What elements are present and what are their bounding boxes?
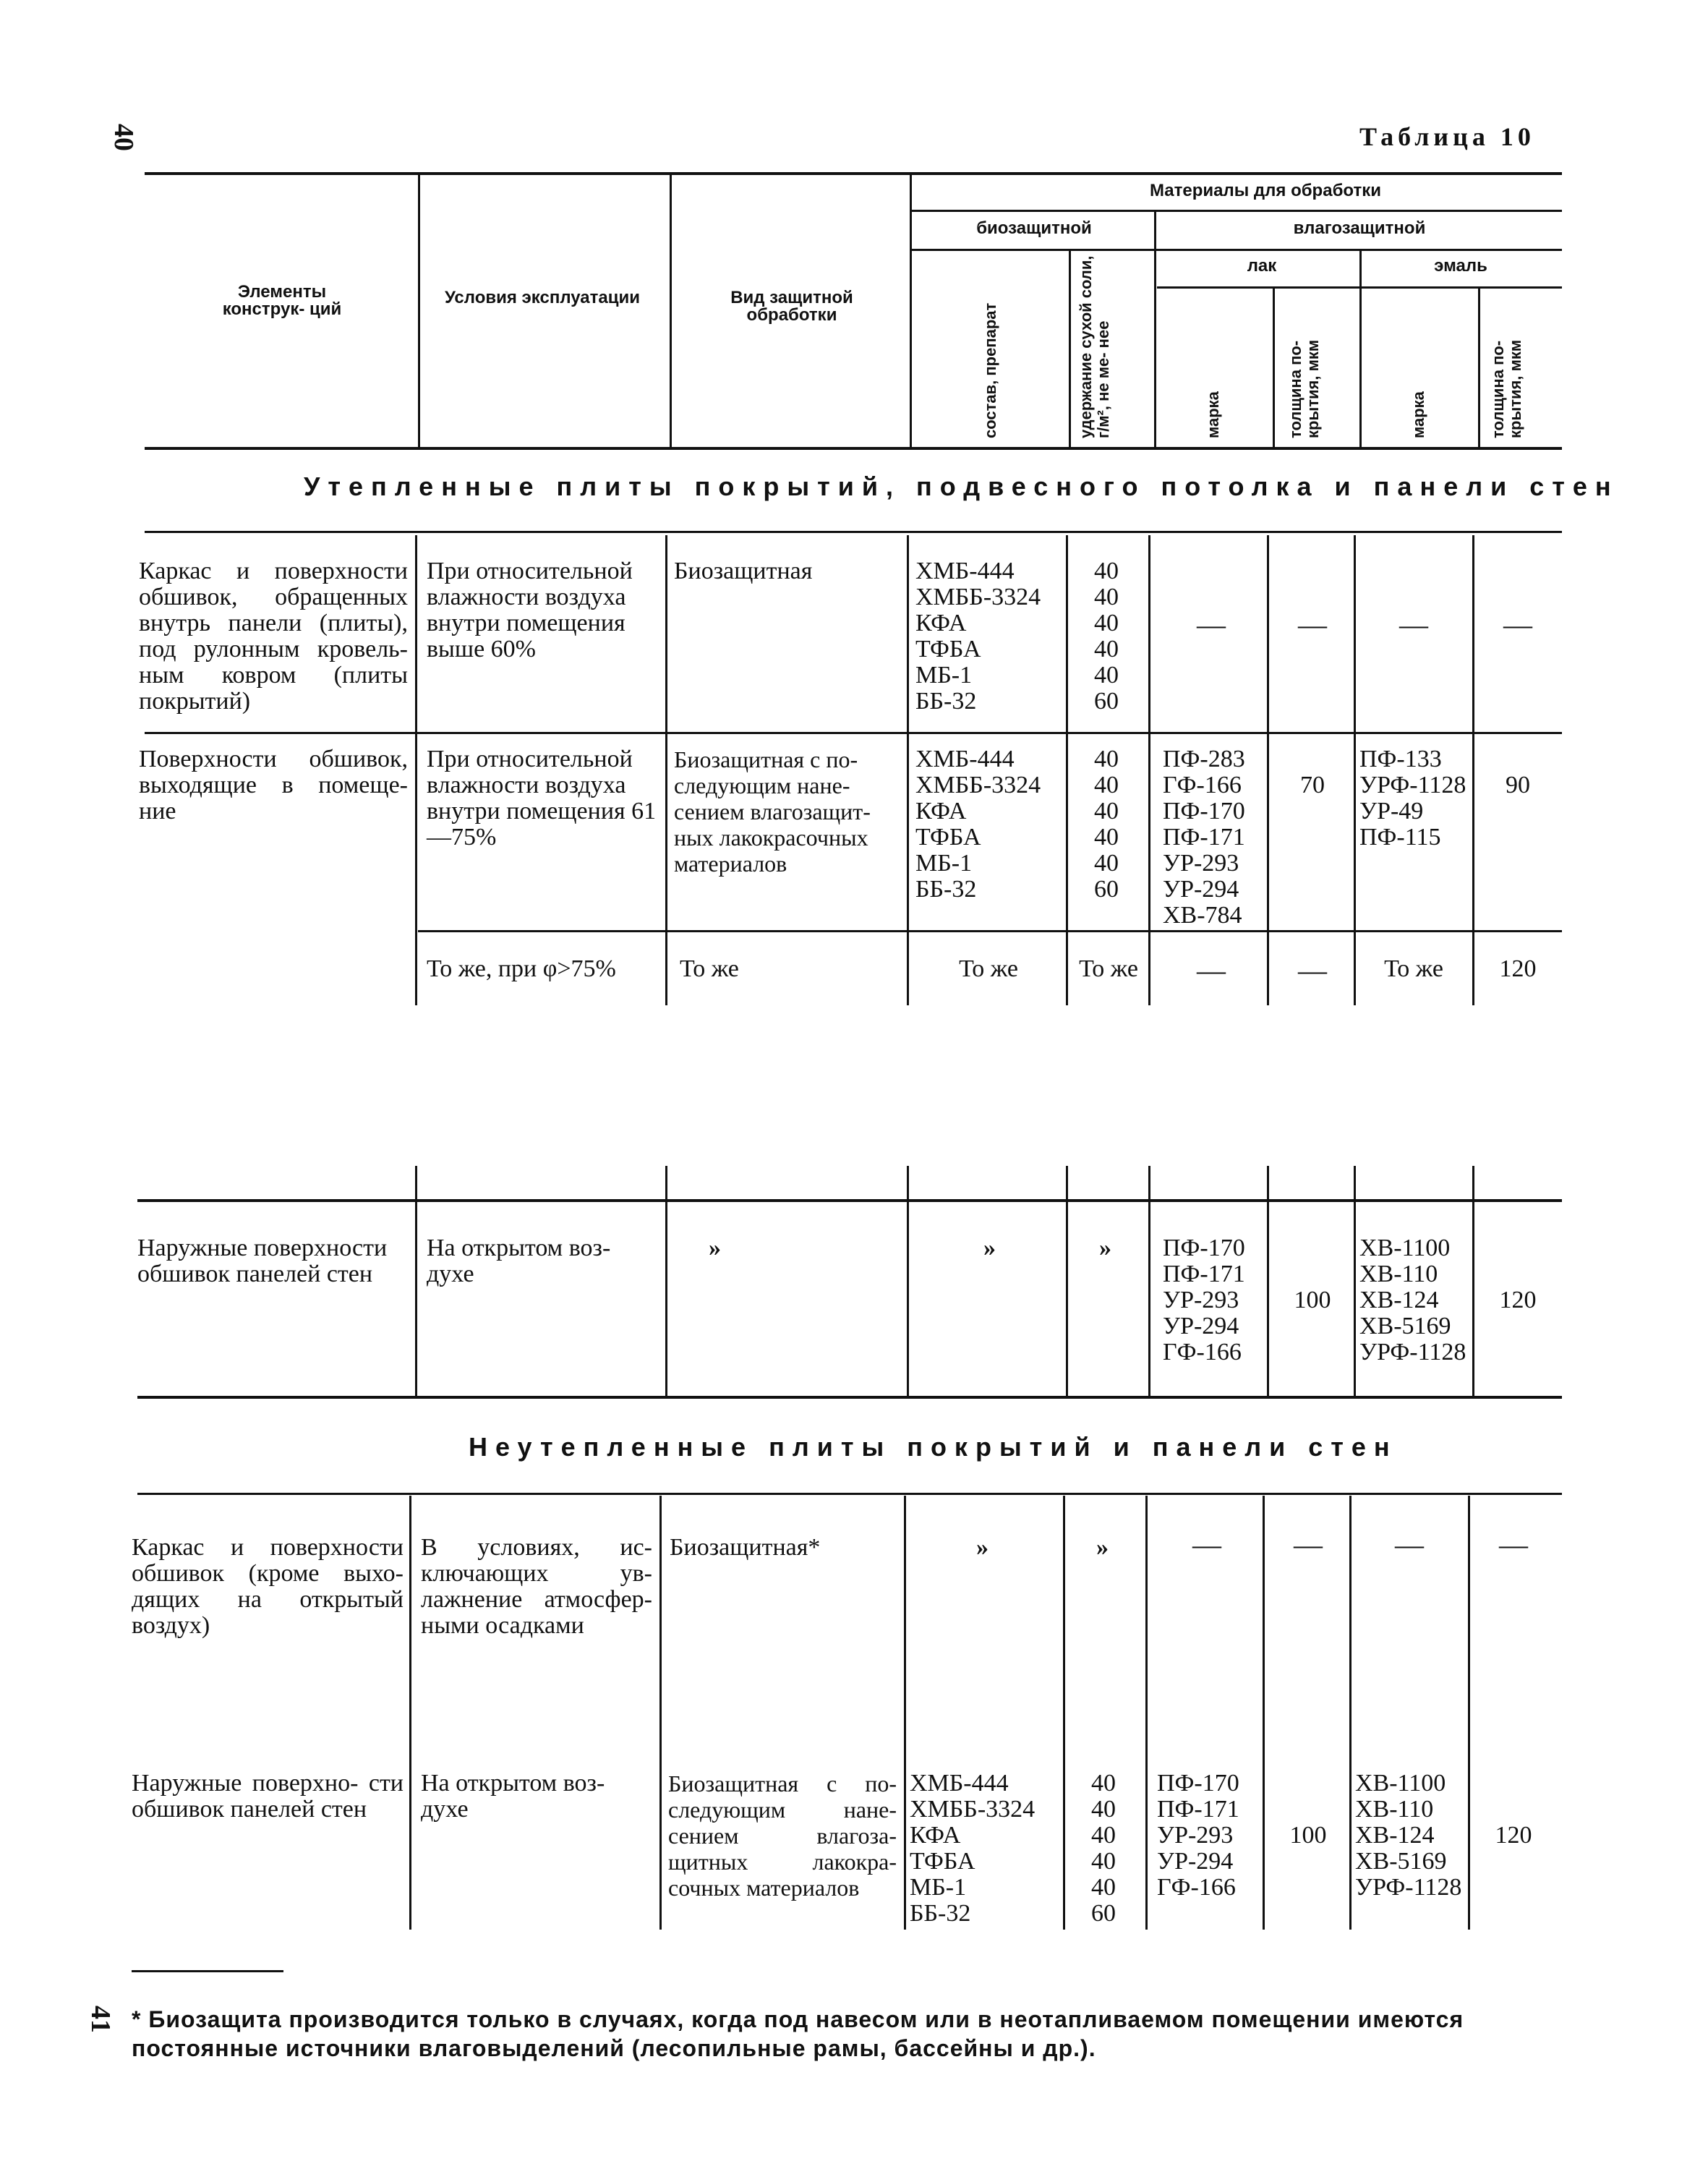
section-title-uninsulated: Неутепленные плиты покрытий и панели стен [469,1432,1398,1462]
row1-enamel-mark: — [1399,608,1428,641]
row1-element: Каркас и поверхности обшивок, обращенных внутрь панели (плиты), под рулонным кровель- ным ковром (плиты покрытий) [139,558,408,715]
header-col-divider-8 [1478,288,1480,448]
header-top-rule [145,172,1562,175]
row3-lacquer-thickness: — [1298,954,1327,987]
section-rule-2 [137,1493,1562,1495]
header-moisture: влагозащитной [1293,218,1426,238]
row2-retention: 40 40 40 40 40 60 [1094,746,1119,903]
cont-col-divider-3 [907,1166,909,1199]
sec2-col-divider-1 [409,1496,411,1930]
sec2-col-divider-4 [1063,1496,1065,1930]
row4-col-divider-8 [1472,1202,1474,1396]
header-enamel: эмаль [1434,256,1487,276]
row-col-divider-6 [1267,535,1269,1005]
cont-col-divider-2 [665,1166,667,1199]
row2-composition: ХМБ-444 ХМББ-3324 КФА ТФБА МБ-1 ББ-32 [915,746,1041,903]
sec2-col-divider-6 [1263,1496,1265,1930]
row6-lacquer-thickness: 100 [1289,1822,1327,1849]
row5-element: Каркас и поверхности обшивок (кроме выхо- дящих на открытый воздух) [132,1534,403,1639]
table-title: Таблица 10 [1359,122,1535,151]
row-col-divider-4 [1066,535,1068,1005]
row4-col-divider-1 [415,1202,417,1396]
row1-enamel-thickness: — [1503,608,1532,641]
row3-enamel-mark: То же [1384,955,1443,982]
row5-lacquer-thickness: — [1294,1528,1323,1561]
row4-protection: » [709,1235,721,1261]
cont-col-divider-6 [1267,1166,1269,1199]
row1-protection: Биозащитная [674,558,813,584]
row6-protection: Биозащитная с по- следующим нане- сением влагоза- щитных лакокра- сочных материалов [668,1770,897,1901]
row6-lacquer-mark: ПФ-170 ПФ-171 УР-293 УР-294 ГФ-166 [1157,1770,1239,1901]
footnote-rule [132,1970,283,1972]
row5-condition: В условиях, ис- ключающих ув- лажнение атмосфер- ными осадками [421,1534,652,1639]
row3-condition: То же, при φ>75% [427,955,616,982]
row-col-divider-7 [1354,535,1356,1005]
row3-retention: То же [1079,955,1138,982]
row1-composition: ХМБ-444 ХМББ-3324 КФА ТФБА МБ-1 ББ-32 [915,558,1041,715]
cont-rule-top [137,1199,1562,1202]
cont-col-divider-8 [1472,1166,1474,1199]
row4-col-divider-2 [665,1202,667,1396]
header-salt-retention: удержание сухой соли, г/м², не ме- нее [1077,255,1112,438]
row6-enamel-mark: ХВ-1100 ХВ-110 ХВ-124 ХВ-5169 УРФ-1128 [1355,1770,1462,1901]
header-col-divider-7 [1359,250,1362,448]
row1-lacquer-mark: — [1197,608,1226,641]
row-rule-1 [145,732,1562,734]
row3-protection: То же [680,955,739,982]
footnote: * Биозащита производится только в случаях, когда под навесом или в неотапливаемом помещении имеются постоянные источники влаговыделений (лесопильные рамы, бассейны и др.). [132,2006,1464,2061]
header-protection-type: Вид защитной обработки [730,288,853,325]
row2-lacquer-thickness: 70 [1300,772,1325,798]
row1-condition: При относительной влажности воздуха внутри помещения выше 60% [427,558,633,662]
sec2-col-divider-7 [1349,1496,1352,1930]
row2-protection: Биозащитная с по- следующим нане- сением влагозащит- ных лакокрасочных материалов [674,746,871,877]
row4-element: Наружные поверхности обшивок панелей стен [137,1235,388,1287]
row4-col-divider-5 [1148,1202,1150,1396]
row3-lacquer-mark: — [1197,954,1226,987]
row2-element: Поверхности обшивок, выходящие в помеще- ние [139,746,408,824]
row4-composition: » [983,1235,996,1261]
header-col-divider-2 [670,174,672,448]
sec2-col-divider-2 [659,1496,662,1930]
header-col-divider-1 [418,174,420,448]
header-mark-lacquer: марка [1204,391,1222,438]
header-materials: Материалы для обработки [1150,181,1381,200]
page-number-top: 40 [108,124,139,151]
section-title-insulated: Утепленные плиты покрытий, подвесного потолка и панели стен [304,472,1619,501]
row4-enamel-mark: ХВ-1100 ХВ-110 ХВ-124 ХВ-5169 УРФ-1128 [1359,1235,1466,1365]
header-col-divider-3 [910,174,912,448]
row6-retention: 40 40 40 40 40 60 [1091,1770,1116,1927]
row6-enamel-thickness: 120 [1495,1822,1532,1849]
row-col-divider-8 [1472,535,1474,1005]
row-col-divider-5 [1148,535,1150,1005]
row6-condition: На открытом воз- духе [421,1770,605,1823]
row5-lacquer-mark: — [1192,1528,1221,1561]
header-rule-materials [910,210,1562,212]
row4-col-divider-7 [1354,1202,1356,1396]
header-composition: состав, препарат [981,302,999,438]
row4-col-divider-4 [1066,1202,1068,1396]
header-bottom-rule [145,447,1562,450]
header-rule-bio [910,249,1562,251]
cont-col-divider-1 [415,1166,417,1199]
row-col-divider-2 [665,535,667,1005]
header-elements: Элементы конструк- ций [222,282,342,319]
header-lacquer: лак [1247,256,1277,276]
row6-element: Наружные поверхно- сти обшивок панелей стен [132,1770,403,1823]
row6-composition: ХМБ-444 ХМББ-3324 КФА ТФБА МБ-1 ББ-32 [910,1770,1036,1927]
row3-enamel-thickness: 120 [1499,955,1537,982]
row2-enamel-mark: ПФ-133 УРФ-1128 УР-49 ПФ-115 [1359,746,1466,851]
row5-enamel-thickness: — [1499,1528,1528,1561]
row3-composition: То же [959,955,1018,982]
cont-col-divider-4 [1066,1166,1068,1199]
section-rule-2-top [137,1396,1562,1399]
header-col-divider-4 [1069,250,1071,448]
row1-lacquer-thickness: — [1298,608,1327,641]
row4-enamel-thickness: 120 [1499,1287,1537,1313]
row-col-divider-3 [907,535,909,1005]
header-conditions: Условия эксплуатации [445,288,640,307]
row5-composition: » [976,1534,988,1561]
row2-lacquer-mark: ПФ-283 ГФ-166 ПФ-170 ПФ-171 УР-293 УР-294 ХВ-784 [1163,746,1245,929]
row5-enamel-mark: — [1395,1528,1424,1561]
header-col-divider-6 [1273,288,1275,448]
header-col-divider-5 [1154,211,1156,448]
cont-col-divider-5 [1148,1166,1150,1199]
row4-condition: На открытом воз- духе [427,1235,611,1287]
header-bio: биозащитной [976,218,1092,238]
row2-condition: При относительной влажности воздуха внутри помещения 61—75% [427,746,657,851]
row4-lacquer-mark: ПФ-170 ПФ-171 УР-293 УР-294 ГФ-166 [1163,1235,1245,1365]
page-number-bottom: 41 [85,2006,116,2033]
section-rule-1 [145,531,1562,533]
header-mark-enamel: марка [1409,391,1427,438]
row4-col-divider-3 [907,1202,909,1396]
row-rule-2 [418,930,1562,932]
row5-retention: » [1096,1534,1109,1561]
row4-col-divider-6 [1267,1202,1269,1396]
row4-retention: » [1099,1235,1111,1261]
row5-protection: Биозащитная* [670,1534,821,1561]
sec2-col-divider-8 [1468,1496,1470,1930]
row-col-divider-1 [415,535,417,1005]
row4-lacquer-thickness: 100 [1294,1287,1331,1313]
cont-col-divider-7 [1354,1166,1356,1199]
row1-retention: 40 40 40 40 40 60 [1094,558,1119,715]
row2-enamel-thickness: 90 [1506,772,1530,798]
sec2-col-divider-5 [1145,1496,1148,1930]
header-thickness-lacquer: толщина по- крытия, мкм [1286,339,1322,438]
sec2-col-divider-3 [904,1496,906,1930]
header-thickness-enamel: толщина по- крытия, мкм [1489,339,1524,438]
